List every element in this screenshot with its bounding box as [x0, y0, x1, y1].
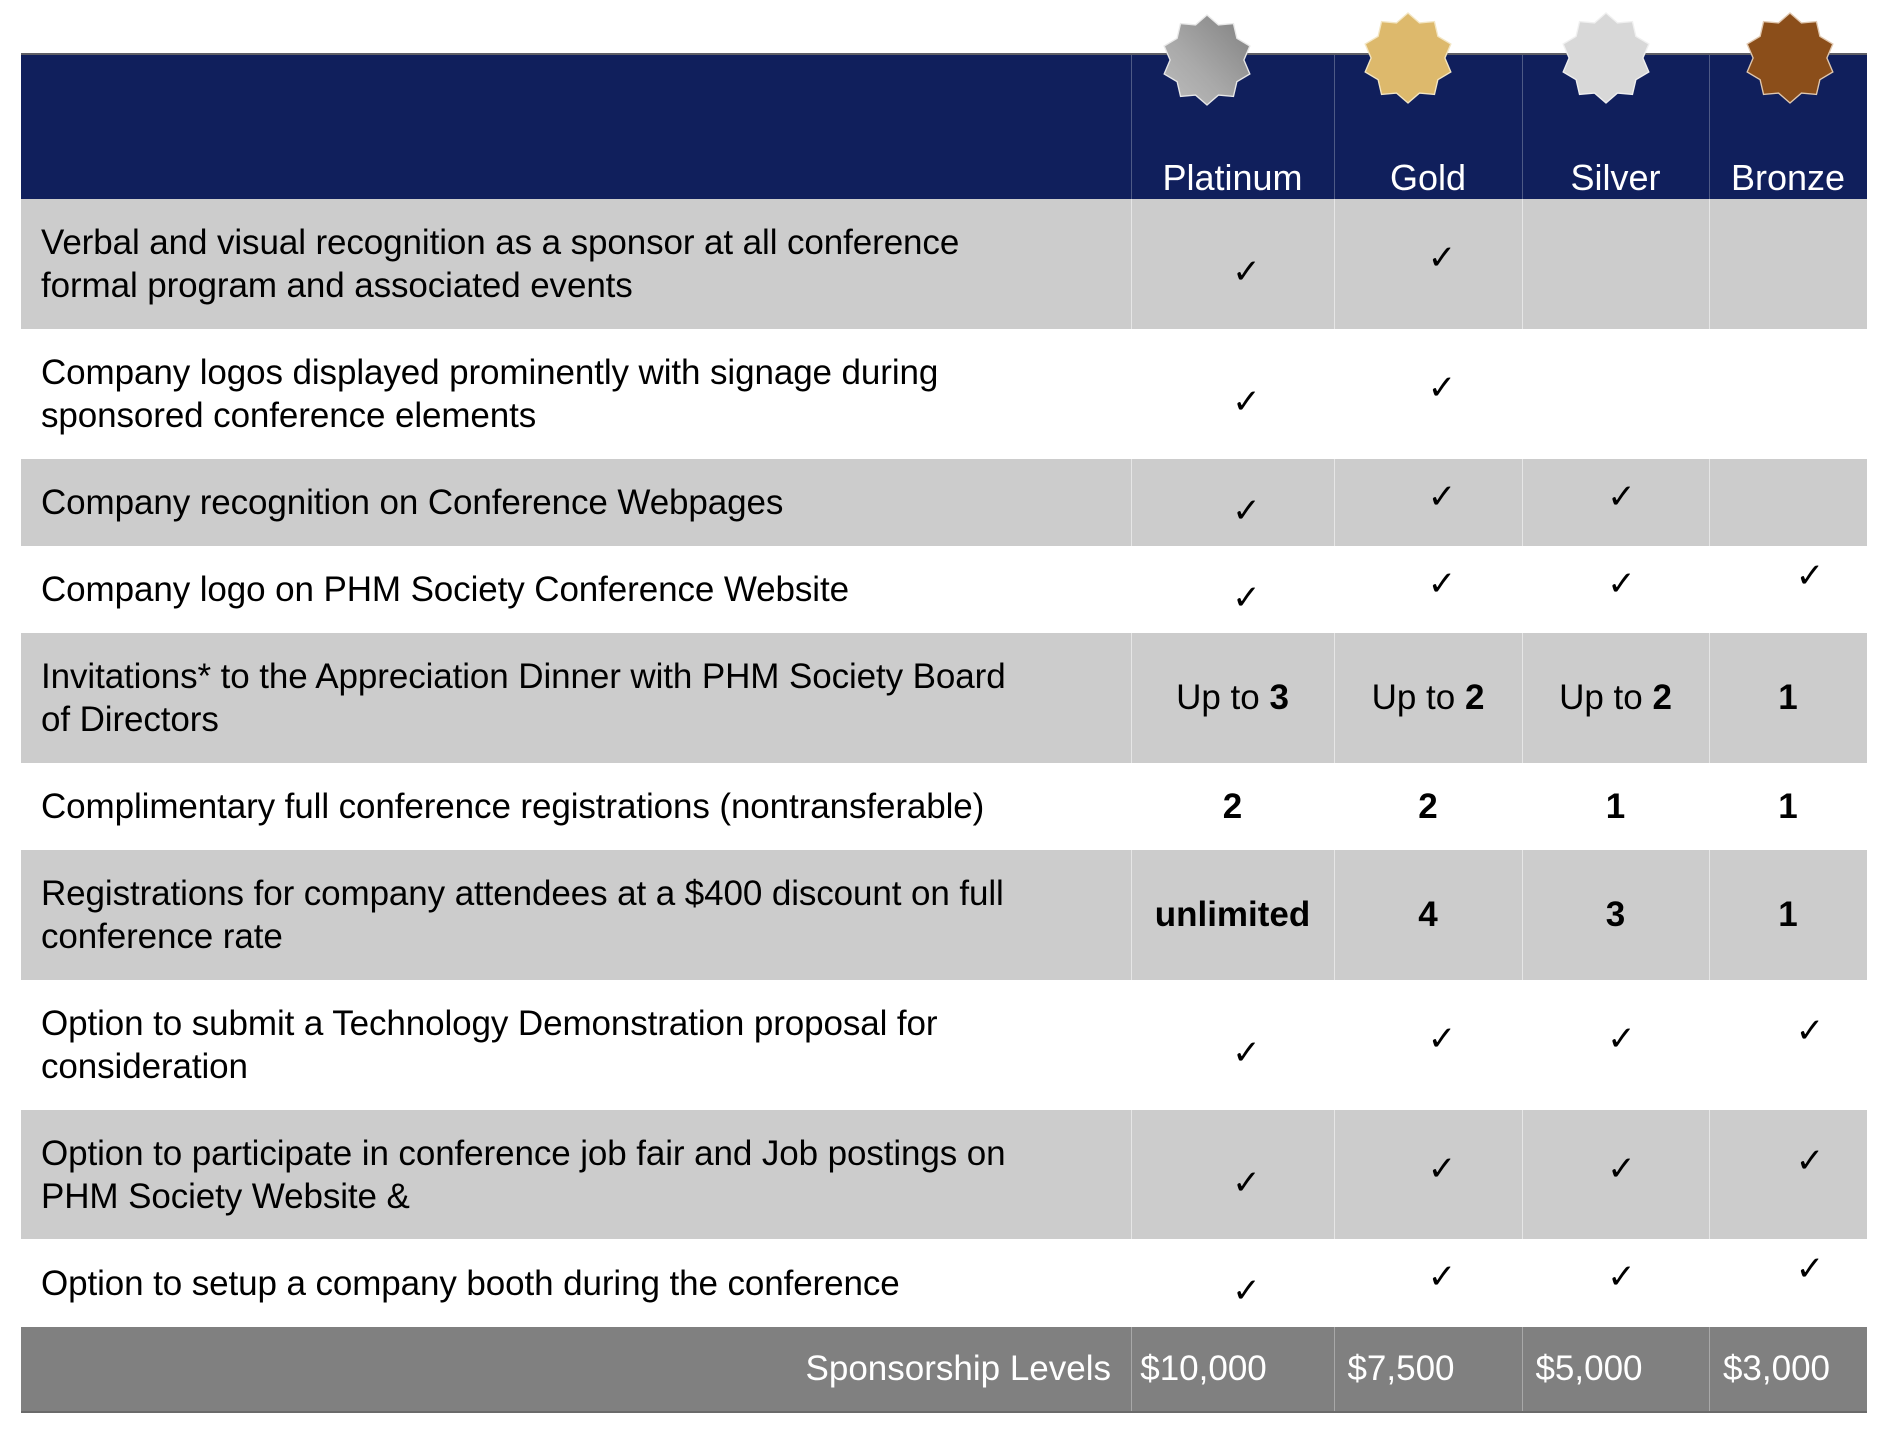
cell-silver — [1522, 1239, 1709, 1327]
checkmark-icon: ✓ — [1427, 476, 1457, 517]
tier-header-gold: Gold — [1389, 157, 1467, 198]
medal-shape — [1365, 13, 1451, 103]
cell-gold — [1334, 763, 1522, 850]
cell-gold — [1334, 546, 1522, 633]
table-row — [21, 850, 1867, 982]
cell-silver — [1522, 199, 1709, 329]
bronze-medal-icon — [1745, 12, 1835, 104]
cell-silver — [1522, 850, 1709, 980]
cell-value: 3 — [1269, 678, 1289, 717]
checkmark-icon: ✓ — [1795, 1140, 1825, 1181]
checkmark-icon: ✓ — [1427, 368, 1457, 408]
benefit-label-line: consideration — [41, 1047, 248, 1086]
checkmark-icon: ✓ — [1232, 1271, 1261, 1311]
price-gold: $7,500 — [1347, 1349, 1455, 1388]
platinum-medal-icon — [1162, 14, 1252, 106]
cell-platinum — [1131, 763, 1334, 850]
cell-platinum — [1131, 1239, 1334, 1327]
cell-bronze — [1709, 1239, 1867, 1327]
checkmark-icon: ✓ — [1232, 490, 1261, 531]
benefit-label-line: conference rate — [41, 917, 283, 956]
cell-bronze — [1709, 980, 1867, 1110]
checkmark-icon: ✓ — [1427, 1019, 1457, 1059]
cell-platinum — [1131, 459, 1334, 546]
gold-medal-icon — [1363, 12, 1453, 104]
cell-value: 2 — [1464, 678, 1485, 717]
checkmark-icon: ✓ — [1232, 577, 1261, 618]
checkmark-icon: ✓ — [1607, 563, 1636, 604]
cell-value: unlimited — [1154, 895, 1311, 934]
cell-value: 2 — [1418, 786, 1438, 826]
silver-medal-icon — [1561, 12, 1651, 104]
benefit-label-line: Company recognition on Conference Webpages — [41, 483, 784, 522]
cell-value: 4 — [1418, 895, 1438, 934]
benefit-label-line: Registrations for company attendees at a $400 discount on full — [41, 874, 1004, 913]
tier-header-platinum: Platinum — [1162, 157, 1303, 198]
checkmark-icon: ✓ — [1795, 555, 1825, 596]
table-row — [21, 980, 1867, 1112]
table-row — [21, 546, 1867, 635]
cell-bronze — [1709, 546, 1867, 633]
checkmark-icon: ✓ — [1427, 1257, 1457, 1297]
cell-gold — [1334, 980, 1522, 1110]
tier-header-silver: Silver — [1570, 157, 1661, 198]
table-row — [21, 1110, 1867, 1241]
cell-value: 2 — [1652, 678, 1672, 717]
cell-gold — [1334, 1239, 1522, 1327]
checkmark-icon: ✓ — [1607, 1019, 1636, 1059]
benefit-label-line: Option to submit a Technology Demonstration proposal for — [41, 1004, 938, 1043]
cell-platinum — [1131, 199, 1334, 329]
cell-silver — [1522, 459, 1709, 546]
price-bronze: $3,000 — [1722, 1349, 1831, 1388]
benefit-label-line: PHM Society Website & — [41, 1176, 410, 1216]
cell-gold — [1334, 329, 1522, 459]
benefit-label-line: of Directors — [41, 700, 219, 739]
table-row — [21, 633, 1867, 765]
benefit-label-line: Company logos displayed prominently with signage during — [41, 353, 939, 392]
cell-bronze — [1709, 763, 1867, 850]
cell-value: 1 — [1778, 786, 1798, 826]
cell-value: 1 — [1778, 678, 1798, 717]
cell-silver — [1522, 980, 1709, 1110]
checkmark-icon: ✓ — [1232, 252, 1261, 292]
cell-bronze — [1709, 1110, 1867, 1239]
cell-bronze — [1709, 199, 1867, 329]
cell-gold — [1334, 459, 1522, 546]
cell-prefix: Up to — [1559, 678, 1653, 717]
cell-platinum — [1131, 980, 1334, 1110]
price-platinum: $10,000 — [1140, 1349, 1267, 1388]
cell-gold — [1334, 633, 1522, 763]
cell-bronze — [1709, 633, 1867, 763]
benefit-label-line: Invitations* to the Appreciation Dinner with PHM Society Board — [41, 657, 1006, 696]
sponsorship-levels-label: Sponsorship Levels — [805, 1349, 1111, 1388]
checkmark-icon: ✓ — [1795, 1249, 1825, 1289]
cell-value: 1 — [1778, 895, 1798, 934]
checkmark-icon: ✓ — [1607, 1257, 1636, 1297]
cell-value: 1 — [1605, 786, 1626, 826]
cell-platinum — [1131, 1110, 1334, 1239]
sponsorship-levels-row — [21, 1327, 1867, 1413]
cell-gold — [1334, 1110, 1522, 1239]
cell-platinum — [1131, 329, 1334, 459]
checkmark-icon: ✓ — [1795, 1011, 1825, 1051]
medal-shape — [1563, 13, 1649, 103]
table-row — [21, 459, 1867, 548]
medal-shape — [1747, 13, 1833, 103]
cell-bronze — [1709, 329, 1867, 459]
price-silver: $5,000 — [1535, 1349, 1643, 1388]
checkmark-icon: ✓ — [1232, 1033, 1261, 1073]
benefit-label-line: Option to participate in conference job fair and Job postings on — [41, 1133, 1006, 1173]
checkmark-icon: ✓ — [1607, 1148, 1636, 1189]
cell-prefix: Up to — [1371, 678, 1465, 717]
cell-platinum — [1131, 850, 1334, 980]
checkmark-icon: ✓ — [1232, 1162, 1261, 1203]
cell-silver — [1522, 633, 1709, 763]
cell-silver — [1522, 1110, 1709, 1239]
tier-header-bronze: Bronze — [1730, 157, 1846, 198]
checkmark-icon: ✓ — [1607, 476, 1636, 517]
table-row — [21, 329, 1867, 461]
table-row — [21, 763, 1867, 852]
cell-silver — [1522, 329, 1709, 459]
benefit-label-line: sponsored conference elements — [41, 396, 537, 435]
cell-prefix: Up to — [1176, 678, 1270, 717]
benefit-label-line: Company logo on PHM Society Conference Website — [41, 570, 849, 609]
cell-value: 2 — [1222, 786, 1243, 826]
cell-silver — [1522, 763, 1709, 850]
cell-bronze — [1709, 850, 1867, 980]
cell-silver — [1522, 546, 1709, 633]
benefit-label-line: Complimentary full conference registrations (nontransferable) — [41, 787, 985, 826]
benefit-label-line: Option to setup a company booth during the conference — [41, 1263, 900, 1303]
medal-shape — [1164, 15, 1250, 105]
cell-gold — [1334, 850, 1522, 980]
checkmark-icon: ✓ — [1427, 1148, 1457, 1189]
cell-platinum — [1131, 546, 1334, 633]
cell-value: 3 — [1605, 895, 1626, 934]
checkmark-icon: ✓ — [1427, 563, 1457, 604]
checkmark-icon: ✓ — [1232, 382, 1261, 422]
table-row — [21, 199, 1867, 331]
checkmark-icon: ✓ — [1427, 238, 1457, 278]
benefit-label-line: Verbal and visual recognition as a sponsor at all conference — [41, 223, 960, 262]
cell-bronze — [1709, 459, 1867, 546]
benefit-label-line: formal program and associated events — [41, 266, 633, 305]
table-row — [21, 1239, 1867, 1329]
cell-platinum — [1131, 633, 1334, 763]
cell-gold — [1334, 199, 1522, 329]
